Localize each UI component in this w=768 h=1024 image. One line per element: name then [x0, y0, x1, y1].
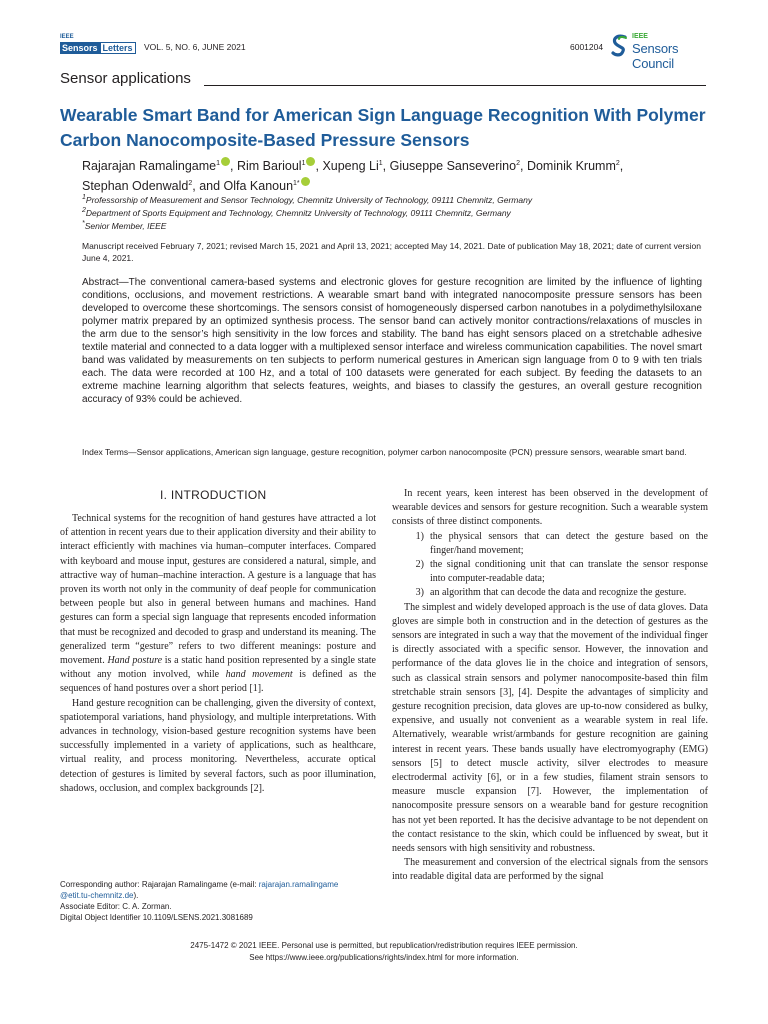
- abstract: Abstract—The conventional camera-based systems and electronic gloves for gesture recognition are limited by the influence of lighting conditions, occlusions, and movement restrictions. A wearable smart band with integrated nanocomposite pressure sensors has been developed to overcome these shortcomings. The sensors consist of homogeneously dispersed carbon nanotubes in a polydimethylsiloxane polymer matrix prepared by an optimized synthesis process. The sensor band can actively monitor contractions/relaxations of muscles in the arm due to the sensor’s high sensitivity in the low forces and stability. The band has eight sensors placed on a stretchable adhesive textile material and connected to a data logger with a multiplexed sensor interface and wireless communication capabilities. The novel smart band was validated by measurements on ten subjects to perform numerical gestures in American sign language from 0 to 9 with ten trials each. The data were recorded at 100 Hz, and a total of 100 datasets were generated for each subject. By feeding the datasets to an extreme machine learning algorithm that selects features, weights, and biases to classify the gestures, an overall gesture recognition accuracy of 93% could be achieved.: [82, 277, 702, 405]
- author-name: Rim Barioul: [236, 159, 302, 174]
- right-column: [392, 487, 708, 885]
- affiliation-1: $^1$Professorship of Measurement and Sensor Technology, Chemnitz University of Technology, 09111 Chemnitz, Germany: [82, 194, 533, 205]
- council-name-text: Sensors Council: [632, 41, 679, 71]
- author-affiliation-mark: 1: [378, 160, 383, 167]
- section-divider: [204, 85, 706, 86]
- author-separator: ,: [619, 159, 624, 174]
- email-link[interactable]: rajarajan.ramalingame @etit.tu-chemnitz.de: [60, 880, 339, 900]
- author-separator: ,: [315, 159, 323, 174]
- doi: Digital Object Identifier 10.1109/LSENS.2021.3081689: [60, 913, 253, 922]
- author-separator: ,: [230, 159, 237, 174]
- author-name: Xupeng Li: [322, 159, 379, 174]
- author-separator: , and: [192, 179, 224, 194]
- section-label: Sensor applications: [60, 70, 191, 87]
- author-name: Dominik Krumm: [526, 159, 616, 174]
- council-swirl-icon: [610, 33, 630, 57]
- index-terms: Index Terms—Sensor applications, American sign language, gesture recognition, polymer carbon nanocomposite (PCN) pressure sensors, wearable smart band.: [82, 447, 687, 457]
- orcid-icon[interactable]: [301, 177, 310, 186]
- sensors-letters-logo: [60, 34, 140, 56]
- manuscript-dates: Manuscript received February 7, 2021; revised March 15, 2021 and April 13, 2021; accepted May 14, 2021. Date of publication May 18, 2021; date of current version June 4, 2021.: [82, 241, 701, 263]
- author-name: Stephan Odenwald: [82, 179, 189, 194]
- author-affiliation-mark: 2: [188, 180, 193, 188]
- paragraph: Hand gesture recognition can be challenging, given the diversity of context, spatiotemporal variations, hand physiology, and multiple interpretations. With advances in technology, vision-based gesture recognition systems have been successfully implemented in a variety of applications, such as healthcare, virtual reality, and process monitoring. Nevertheless, accurate optical detection of gestures is limited by several factors, such as poor illumination, shadows, occlusion, and complex backgrounds [2].: [60, 697, 376, 794]
- list-item: 2) the signal conditioning unit that can translate the sensor response into computer-readable data;: [415, 559, 708, 585]
- article-number: 6001204: [570, 42, 604, 52]
- logo-ieee-text: IEEE: [60, 34, 74, 40]
- author-name: Olfa Kanoun: [223, 179, 294, 194]
- author-affiliation-mark: 1: [301, 160, 306, 167]
- footnote: [60, 879, 376, 923]
- author-affiliation-mark: 1*: [293, 180, 300, 188]
- paragraph: The measurement and conversion of the electrical signals from the sensors into readable digital data are performed by the signal: [392, 857, 708, 883]
- affiliation-2: $^2$Department of Sports Equipment and Technology, Chemnitz University of Technology, 09111 Chemnitz, Germany: [82, 207, 511, 218]
- paragraph: The simplest and widely developed approach is the use of data gloves. Data gloves are simple both in construction and in the detection of gestures as the sensors are integrated in such a way that the movement of the individual finger is directly associated with a specific sensor. However, the innovation and performance of the data gloves lie in the choice and integration of sensors, such as classical strain sensors and polymer nanocomposite-based thin film stretchable strain sensors [3], [4]. Despite the advantages of simplicity and gesture recognition precision, data gloves are up-to-now considered as bulky, expensive, and usually not convenient as a wearable system in real life. Alternatively, wearable wrist/armbands for gesture recognition are gaining interest in recent years. These bands usually have electromyography (EMG) sensors [5] to detect muscle activity, silver electrodes to measure electrodermal activity [6], or in a few studies, filament strain sensors to measure muscle expansion [7]. However, the implementation of nanocomposite pressure sensors on a wearable band for gesture recognition has not yet been reported. It has the decisive advantage to be not dependent on the contact resistance to the skin, which could be influenced by sweat, but it needs sensors with high sensitivity and robustness.: [392, 601, 708, 855]
- council-ieee-text: IEEE: [632, 33, 648, 40]
- list-item: 1) the physical sensors that can detect the gesture based on the finger/hand movement;: [415, 530, 708, 556]
- author-list: [82, 155, 702, 195]
- author-affiliation-mark: 1: [216, 160, 221, 167]
- paper-title: Wearable Smart Band for American Sign Language Recognition With Polymer Carbon Nanocomposite-Based Pressure Sensors: [60, 105, 706, 150]
- logo-sensors-text: Sensors: [62, 43, 98, 53]
- list-item: 3) an algorithm that can decode the data and recognize the gesture.: [415, 587, 687, 599]
- author-name: Rajarajan Ramalingame: [82, 159, 217, 174]
- paragraph: In recent years, keen interest has been observed in the development of wearable devices and sensors for gesture recognition. Such a wearable system consists of three distinct components.: [392, 488, 708, 528]
- affiliation-3: *Senior Member, IEEE: [82, 220, 167, 231]
- associate-editor: Associate Editor: C. A. Zorman.: [60, 902, 172, 911]
- logo-letters-text: Letters: [100, 42, 136, 54]
- author-affiliation-mark: 2: [615, 160, 620, 167]
- sensors-council-logo: [610, 33, 710, 71]
- section-heading-introduction: I. INTRODUCTION: [160, 488, 267, 502]
- left-column: [60, 512, 376, 796]
- author-separator: ,: [520, 159, 527, 174]
- paragraph: Technical systems for the recognition of hand gestures have attracted a lot of attention in recent years due to their application diversity and their ability to interact efficiently with machines via human–computer interfaces. Compared with keyboard and mouse input, gestures are considered a natural, simple, and attractive way of human–machine interaction. A gesture is a language that has proven its worth not only in the community of deaf people for communication between people but also in general between humans and machines. Hand gestures can form a special sign language that represents encoded information that must be recognized and decoded to grasp and understand its meaning. The generalized term “gesture” refers to two different meanings: posture and movement. Hand posture is a static hand position represented by a single state without any motion involved, while hand movement is defined as the sequences of hand postures over a short period [1].: [60, 513, 377, 695]
- corresponding-author: Corresponding author: Rajarajan Ramalingame (e-mail: rajarajan.ramalingame @etit.tu-chemnitz.de).: [60, 880, 339, 900]
- author-name: Giuseppe Sanseverino: [389, 159, 517, 174]
- copyright-notice: 2475-1472 © 2021 IEEE. Personal use is permitted, but republication/redistribution requires IEEE permission. See https://www.ieee.org/publications/rights/index.html for more information.: [190, 941, 578, 962]
- volume-info: VOL. 5, NO. 6, JUNE 2021: [144, 42, 246, 52]
- orcid-icon[interactable]: [221, 157, 230, 166]
- author-separator: ,: [382, 159, 390, 174]
- author-affiliation-mark: 2: [516, 160, 520, 167]
